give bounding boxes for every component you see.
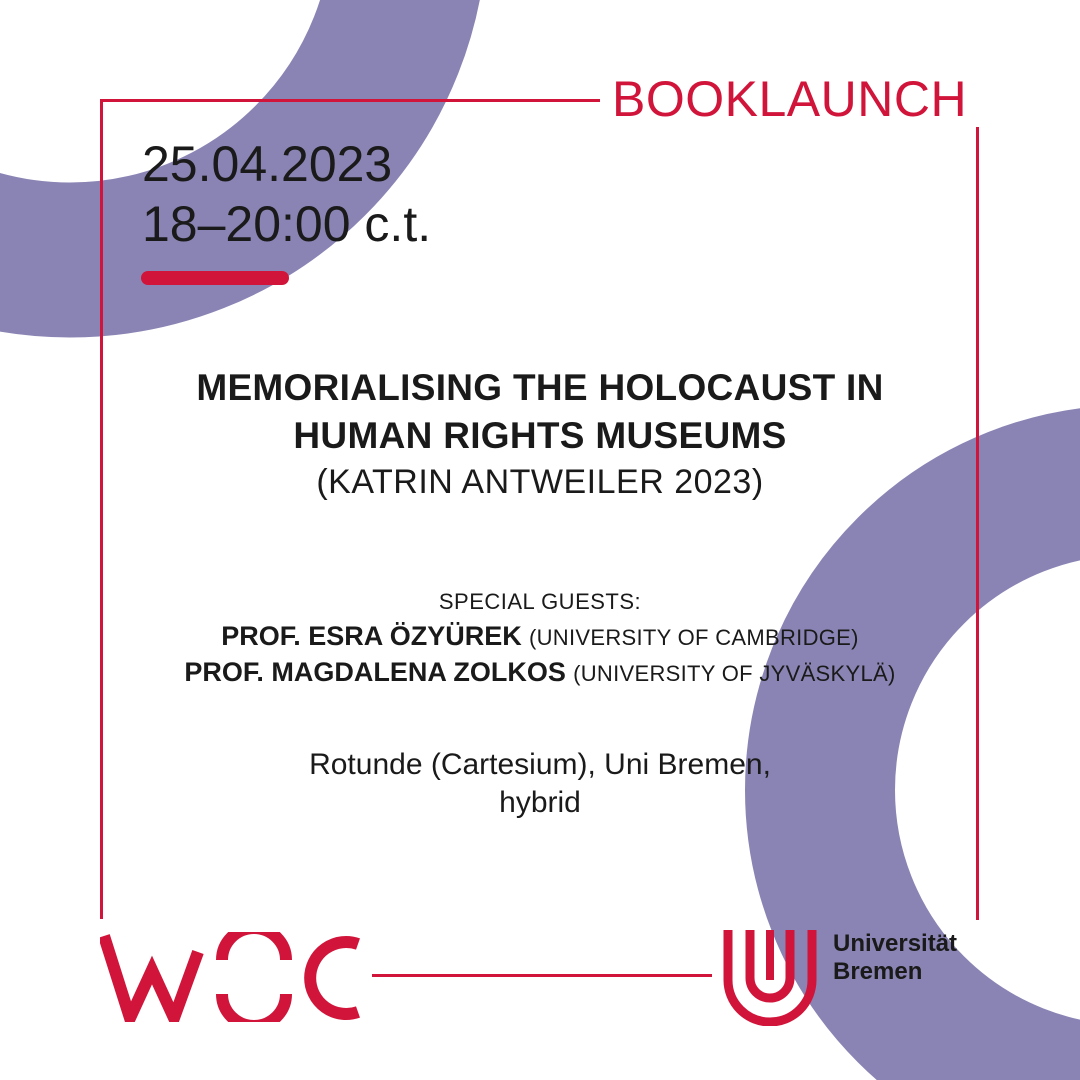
guest-entry (100, 654, 980, 692)
guest-affiliation: (UNIVERSITY OF JYVÄSKYLÄ) (573, 661, 896, 686)
event-time: 18–20:00 c.t. (142, 196, 432, 252)
frame-top-line (100, 99, 600, 102)
university-name (833, 930, 957, 986)
woc-letter-w (104, 936, 198, 1018)
woc-letter-c (310, 942, 358, 1014)
logo-center-bar (766, 930, 774, 980)
venue-line-1: Rotunde (Cartesium), Uni Bremen, (309, 748, 771, 781)
date-underline-bar (141, 271, 289, 285)
guest-name: PROF. ESRA ÖZYÜREK (221, 621, 522, 651)
guest-name: PROF. MAGDALENA ZOLKOS (184, 657, 566, 687)
woc-letter-o (222, 932, 286, 1022)
special-guests-heading: SPECIAL GUESTS: (438, 589, 642, 614)
frame-bottom-line (372, 974, 712, 977)
book-title-line-2: HUMAN RIGHTS MUSEUMS (293, 415, 787, 456)
venue-info (100, 746, 980, 822)
university-name-line-1: Universität (833, 930, 958, 957)
guest-entry (100, 618, 980, 656)
event-date: 25.04.2023 (142, 136, 393, 192)
book-title-line-1: MEMORIALISING THE HOLOCAUST IN (196, 367, 884, 408)
book-title (100, 364, 980, 460)
university-bremen-logo (722, 930, 818, 1026)
guest-affiliation: (UNIVERSITY OF CAMBRIDGE) (528, 625, 859, 650)
book-author-year: (KATRIN ANTWEILER 2023) (316, 463, 764, 501)
university-name-line-2: Bremen (833, 958, 923, 985)
venue-line-2: hybrid (499, 786, 581, 819)
booklaunch-label: BOOKLAUNCH (612, 71, 968, 127)
woc-logo (100, 932, 366, 1022)
event-datetime (142, 134, 431, 254)
